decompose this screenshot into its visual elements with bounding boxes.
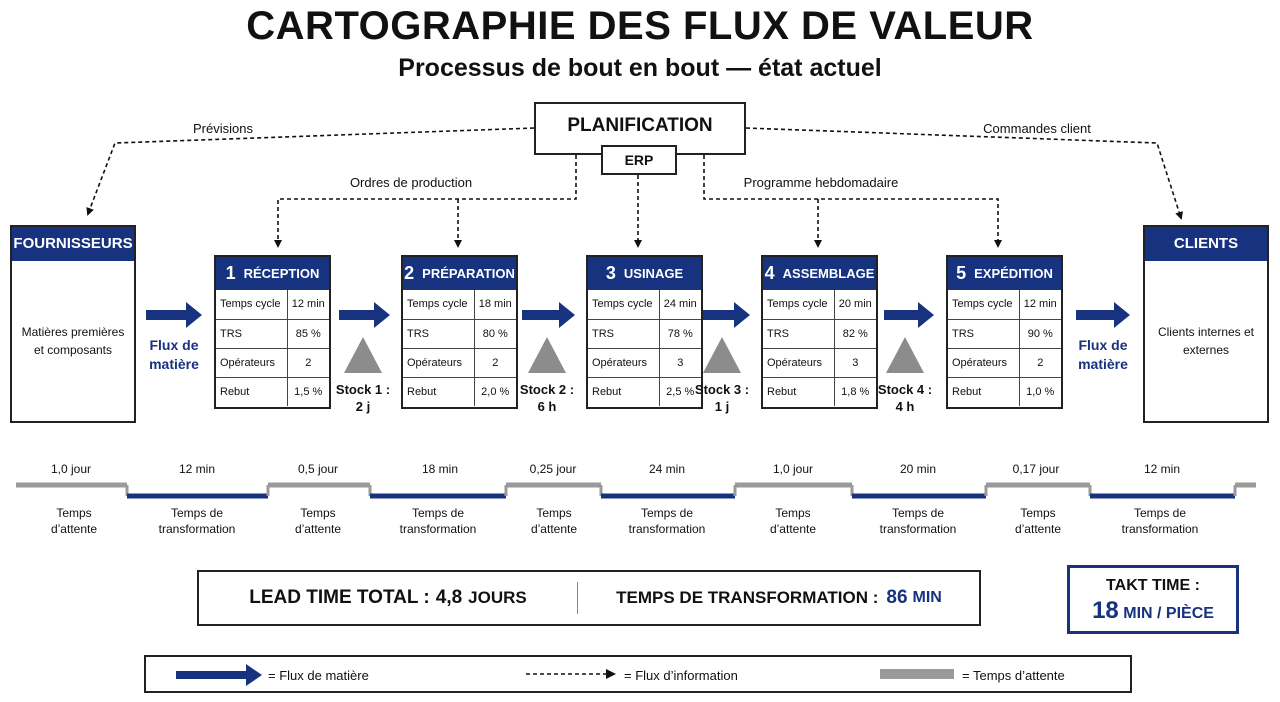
timeline-label-line: Temps de xyxy=(170,506,224,520)
timeline-label-line: Temps xyxy=(1020,506,1056,520)
stock-triangle-4 xyxy=(886,337,924,373)
legend-information-arrow-icon xyxy=(526,667,618,681)
metric-value: 82 % xyxy=(834,319,876,348)
timeline-label-line: d’attente xyxy=(294,522,342,536)
takt-time-label: TAKT TIME : xyxy=(1106,577,1200,594)
timeline-label-line: d’attente xyxy=(530,522,578,536)
takt-time-box xyxy=(1067,565,1239,634)
label-weekly-schedule: Programme hebdomadaire xyxy=(743,175,899,190)
stock-name: Stock 4 : xyxy=(877,382,933,397)
metric-row-cycle xyxy=(588,290,701,319)
material-flow-label-right: Flux de matière xyxy=(1078,337,1128,372)
metric-row-cycle xyxy=(403,290,516,319)
metric-label: Temps cycle xyxy=(952,298,1013,311)
metric-label: Rebut xyxy=(948,377,1019,406)
metric-row-scrap xyxy=(403,377,516,406)
metric-value: 1,8 % xyxy=(834,377,876,406)
timeline-label-line: transformation xyxy=(399,522,477,536)
process-box-reception xyxy=(214,255,331,409)
metric-value: 12 min xyxy=(1019,290,1061,319)
customers-description: Clients internes et externes xyxy=(1157,325,1255,357)
metric-value: 20 min xyxy=(834,290,876,319)
lead-time-summary xyxy=(197,570,981,626)
metric-label: Temps cycle xyxy=(407,298,468,311)
timeline-value-process-2: 18 min xyxy=(421,462,459,476)
timeline-label-wait-1 xyxy=(19,505,129,537)
page-title: CARTOGRAPHIE DES FLUX DE VALEUR xyxy=(246,4,1034,48)
process-header xyxy=(216,257,329,290)
timeline-label-wait-4 xyxy=(738,505,848,537)
process-name: RÉCEPTION xyxy=(243,266,320,281)
legend-waiting-label: = Temps d’attente xyxy=(962,668,1065,683)
timeline-value-wait-5: 0,17 jour xyxy=(1012,462,1060,476)
transformation-value: 86 xyxy=(886,587,908,608)
suppliers-box xyxy=(10,225,136,423)
metric-value: 2,5 % xyxy=(659,377,701,406)
process-number: 4 xyxy=(764,263,775,283)
metric-label: Temps cycle xyxy=(220,298,281,311)
legend-material-arrow-icon xyxy=(176,664,266,686)
legend xyxy=(144,655,1132,693)
metric-label: TRS xyxy=(588,319,659,348)
timeline-label-wait-5 xyxy=(983,505,1093,537)
metric-row-trs xyxy=(948,319,1061,348)
timeline-label-line: Temps xyxy=(775,506,811,520)
timeline-label-line: Temps xyxy=(536,506,572,520)
metric-label: Opérateurs xyxy=(763,348,834,377)
metric-value: 24 min xyxy=(659,290,701,319)
material-flow-label-left: Flux de matière xyxy=(149,337,199,372)
metric-value: 2 xyxy=(1019,348,1061,377)
timeline-label-wait-2 xyxy=(263,505,373,537)
transformation-time-total xyxy=(579,572,979,624)
timeline-label-line: transformation xyxy=(628,522,706,536)
customers-title: CLIENTS xyxy=(1145,227,1267,261)
suppliers-title: FOURNISSEURS xyxy=(12,227,134,261)
timeline-value-wait-3: 0,25 jour xyxy=(529,462,577,476)
metric-label: Rebut xyxy=(763,377,834,406)
metric-value: 2 xyxy=(287,348,329,377)
label-production-orders: Ordres de production xyxy=(349,175,473,190)
stock-value: 2 j xyxy=(355,399,371,414)
transformation-label: TEMPS DE TRANSFORMATION : xyxy=(616,588,879,607)
lead-time-value: 4,8 xyxy=(435,587,463,608)
stock-label-3 xyxy=(694,381,750,415)
suppliers-description: Matières premières et composants xyxy=(21,325,125,357)
material-arrow-2 xyxy=(339,302,390,328)
process-metrics-table xyxy=(403,290,516,406)
page-subtitle: Processus de bout en bout — état actuel xyxy=(398,54,882,82)
process-name: EXPÉDITION xyxy=(974,266,1053,281)
process-box-usinage xyxy=(586,255,703,409)
metric-row-cycle xyxy=(216,290,329,319)
process-number: 2 xyxy=(404,263,415,283)
stock-name: Stock 1 : xyxy=(335,382,391,397)
metric-label: Opérateurs xyxy=(403,348,474,377)
timeline-value-process-4: 20 min xyxy=(899,462,937,476)
timeline-label-process-4 xyxy=(863,505,973,537)
process-metrics-table xyxy=(763,290,876,406)
timeline-label-process-5 xyxy=(1105,505,1215,537)
metric-value: 1,5 % xyxy=(287,377,329,406)
info-flow-forecast xyxy=(88,128,534,214)
process-header xyxy=(763,257,876,290)
process-name: ASSEMBLAGE xyxy=(782,266,875,281)
timeline-label-line: d’attente xyxy=(50,522,98,536)
metric-label: Temps cycle xyxy=(592,298,653,311)
timeline-label-line: Temps xyxy=(300,506,336,520)
timeline-value-wait-1: 1,0 jour xyxy=(50,462,92,476)
timeline-label-process-2 xyxy=(383,505,493,537)
metric-row-cycle xyxy=(763,290,876,319)
label-customer-orders: Commandes client xyxy=(983,121,1091,136)
stock-triangle-2 xyxy=(528,337,566,373)
metric-value: 2 xyxy=(474,348,516,377)
metric-label: Opérateurs xyxy=(948,348,1019,377)
timeline-value-wait-4: 1,0 jour xyxy=(772,462,814,476)
stock-value: 1 j xyxy=(714,399,730,414)
metric-value: 18 min xyxy=(474,290,516,319)
metric-label: TRS xyxy=(948,319,1019,348)
stock-name: Stock 3 : xyxy=(694,382,750,397)
timeline-label-line: Temps xyxy=(56,506,92,520)
metric-value: 1,0 % xyxy=(1019,377,1061,406)
metric-label: Rebut xyxy=(403,377,474,406)
lead-time-total xyxy=(199,572,577,624)
lead-time-unit: JOURS xyxy=(468,588,527,607)
label-forecast: Prévisions xyxy=(193,121,253,136)
metric-row-scrap xyxy=(763,377,876,406)
metric-label: TRS xyxy=(763,319,834,348)
timeline-label-line: transformation xyxy=(879,522,957,536)
stock-value: 4 h xyxy=(895,399,915,414)
material-arrow-5 xyxy=(884,302,934,328)
timeline-label-line: d’attente xyxy=(1014,522,1062,536)
material-arrow-1 xyxy=(146,302,202,328)
metric-row-operators xyxy=(403,348,516,377)
metric-row-scrap xyxy=(948,377,1061,406)
timeline-label-line: transformation xyxy=(158,522,236,536)
process-metrics-table xyxy=(216,290,329,406)
timeline-value-process-5: 12 min xyxy=(1143,462,1181,476)
metric-value: 78 % xyxy=(659,319,701,348)
planning-box: PLANIFICATION xyxy=(534,102,746,155)
metric-value: 80 % xyxy=(474,319,516,348)
timeline-label-line: transformation xyxy=(1121,522,1199,536)
process-box-preparation xyxy=(401,255,518,409)
transformation-unit: MIN xyxy=(912,589,942,606)
material-arrow-3 xyxy=(522,302,575,328)
stock-label-1 xyxy=(335,381,391,415)
legend-material-label: = Flux de matière xyxy=(268,668,369,683)
info-flow-customer-orders xyxy=(746,128,1181,218)
timeline-label-process-1 xyxy=(142,505,252,537)
metric-value: 12 min xyxy=(287,290,329,319)
erp-box: ERP xyxy=(601,145,677,175)
summary-divider xyxy=(577,582,578,614)
legend-information-label: = Flux d’information xyxy=(624,668,738,683)
timeline-label-line: Temps de xyxy=(1133,506,1187,520)
stock-triangle-1 xyxy=(344,337,382,373)
process-number: 5 xyxy=(956,263,967,283)
timeline-label-wait-3 xyxy=(499,505,609,537)
legend-waiting-bar-icon xyxy=(880,669,954,679)
timeline-value-process-3: 24 min xyxy=(648,462,686,476)
timeline-label-line: Temps de xyxy=(891,506,945,520)
stock-label-4 xyxy=(877,381,933,415)
timeline-label-line: Temps de xyxy=(640,506,694,520)
metric-label: Temps cycle xyxy=(767,298,828,311)
metric-row-trs xyxy=(403,319,516,348)
metric-value: 3 xyxy=(834,348,876,377)
timeline-label-process-3 xyxy=(612,505,722,537)
metric-value: 85 % xyxy=(287,319,329,348)
metric-row-trs xyxy=(588,319,701,348)
process-name: PRÉPARATION xyxy=(422,266,515,281)
process-metrics-table xyxy=(948,290,1061,406)
timeline-value-wait-2: 0,5 jour xyxy=(297,462,339,476)
metric-row-operators xyxy=(588,348,701,377)
metric-value: 3 xyxy=(659,348,701,377)
timeline-label-line: d’attente xyxy=(769,522,817,536)
metric-value: 2,0 % xyxy=(474,377,516,406)
metric-row-operators xyxy=(763,348,876,377)
customers-box xyxy=(1143,225,1269,423)
info-flow-weekly-schedule xyxy=(704,155,998,246)
metric-row-trs xyxy=(763,319,876,348)
timeline-label-line: Temps de xyxy=(411,506,465,520)
stock-value: 6 h xyxy=(537,399,557,414)
metric-row-scrap xyxy=(588,377,701,406)
metric-label: TRS xyxy=(216,319,287,348)
material-arrow-6 xyxy=(1076,302,1130,328)
metric-row-trs xyxy=(216,319,329,348)
metric-label: Rebut xyxy=(216,377,287,406)
metric-label: Opérateurs xyxy=(588,348,659,377)
info-flow-production-orders xyxy=(278,155,576,246)
metric-row-cycle xyxy=(948,290,1061,319)
process-box-assemblage xyxy=(761,255,878,409)
process-header xyxy=(948,257,1061,290)
metric-label: Rebut xyxy=(588,377,659,406)
metric-row-scrap xyxy=(216,377,329,406)
process-number: 3 xyxy=(605,263,616,283)
process-name: USINAGE xyxy=(623,266,684,281)
stock-name: Stock 2 : xyxy=(519,382,575,397)
stock-label-2 xyxy=(519,381,575,415)
material-arrow-4 xyxy=(698,302,750,328)
process-header xyxy=(588,257,701,290)
metric-label: TRS xyxy=(403,319,474,348)
takt-time-value-row xyxy=(1070,597,1236,625)
process-metrics-table xyxy=(588,290,701,406)
takt-time-value: 18 xyxy=(1092,597,1119,624)
takt-time-unit: MIN / PIÈCE xyxy=(1123,605,1214,622)
metric-row-operators xyxy=(948,348,1061,377)
metric-row-operators xyxy=(216,348,329,377)
lead-time-label: LEAD TIME TOTAL : xyxy=(249,587,430,608)
process-header xyxy=(403,257,516,290)
process-box-expedition xyxy=(946,255,1063,409)
metric-value: 90 % xyxy=(1019,319,1061,348)
metric-label: Opérateurs xyxy=(216,348,287,377)
timeline-value-process-1: 12 min xyxy=(178,462,216,476)
stock-triangle-3 xyxy=(703,337,741,373)
process-number: 1 xyxy=(225,263,236,283)
